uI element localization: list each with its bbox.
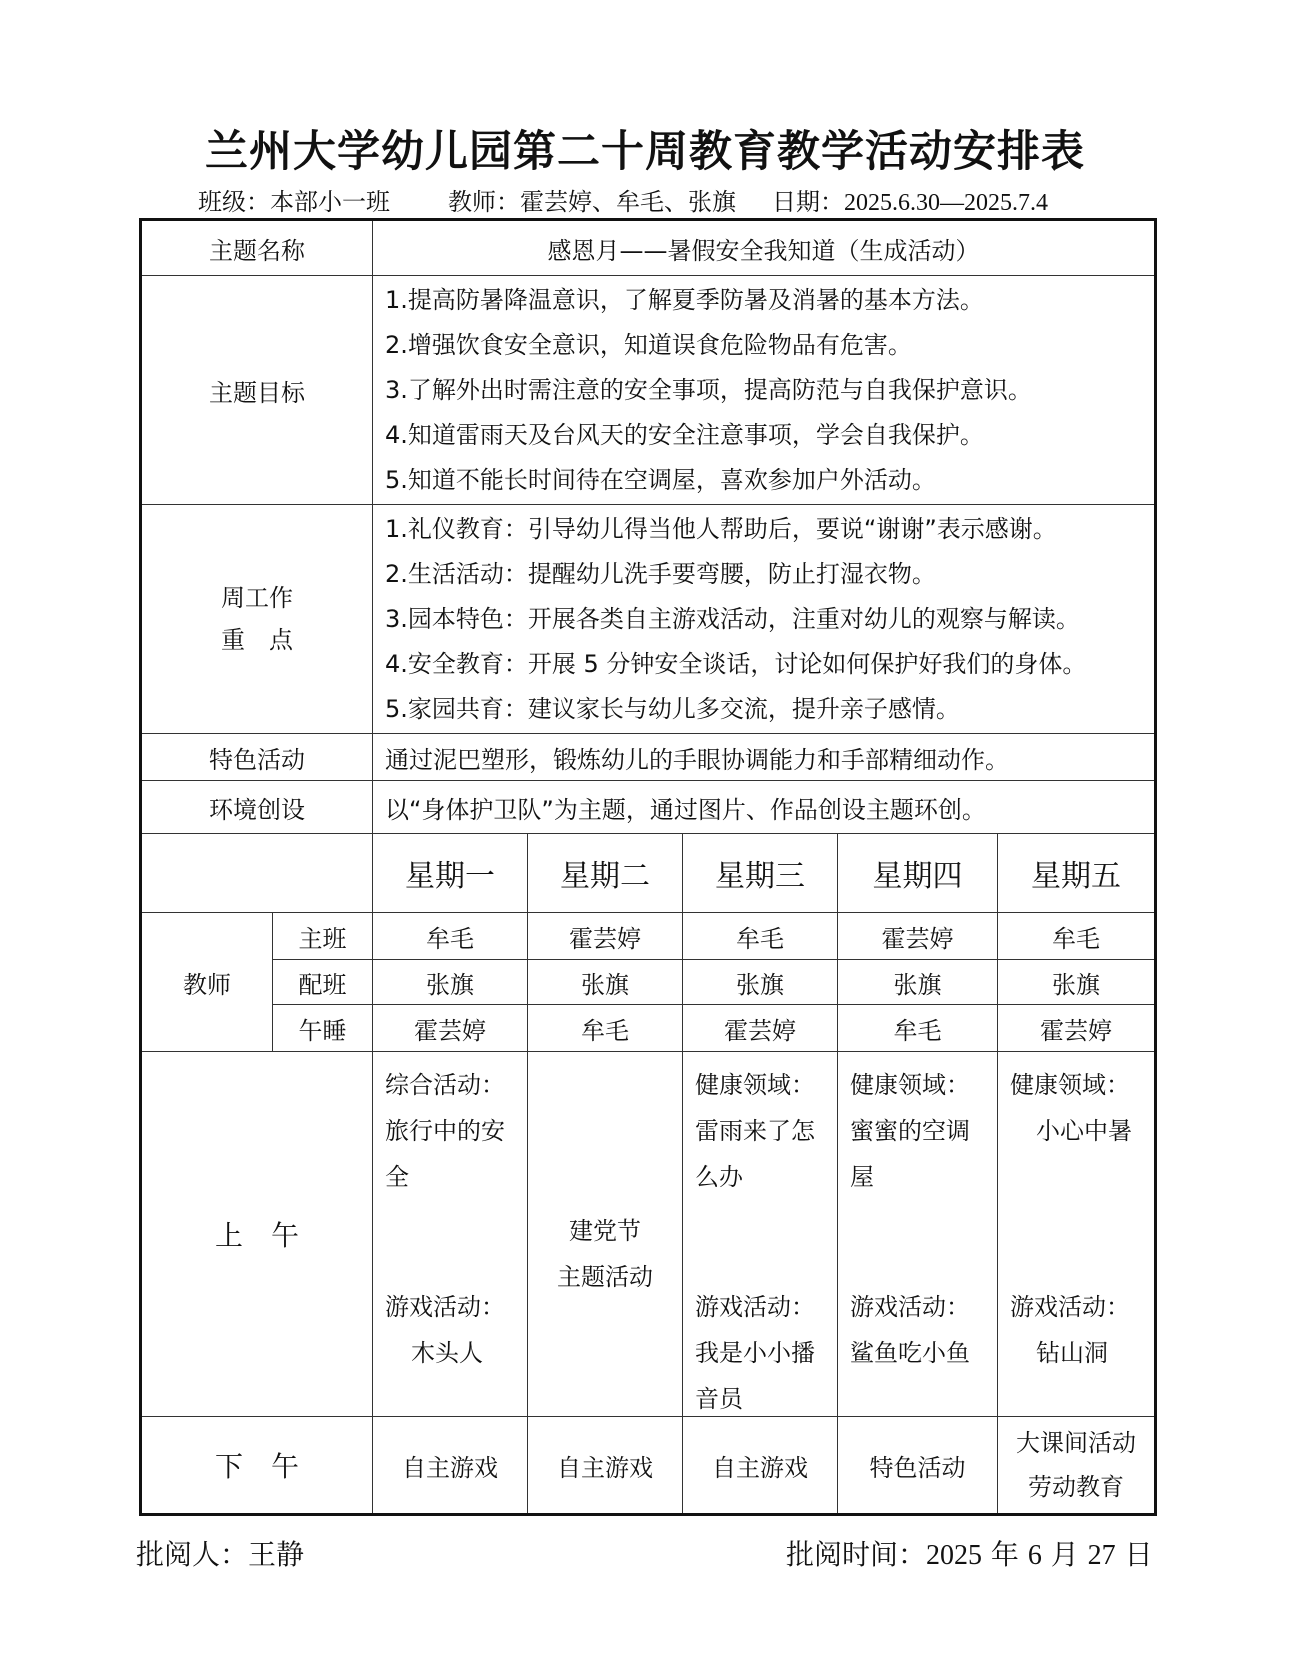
date-label: 日期： [772,188,844,216]
teacher-name: 牟毛 [373,913,528,960]
game-category: 游戏活动： [695,1293,815,1321]
activity-name: 主题活动 [557,1263,653,1291]
teacher-name: 霍芸婷 [683,1005,838,1052]
teacher-row [141,913,1156,960]
goal-item: 3.了解外出时需注意的安全事项，提高防范与自我保护意识。 [385,375,1032,404]
teacher-name: 霍芸婷 [528,913,683,960]
environment-label: 环境创设 [141,781,373,834]
game-name: 钻山洞 [1036,1339,1108,1367]
activity-name: 雷雨来了怎 [695,1117,815,1145]
teacher-role: 午睡 [273,1005,373,1052]
morning-thu [838,1052,998,1417]
date-value: 2025.6.30—2025.7.4 [844,190,1048,216]
theme-row [141,220,1156,276]
days-corner [141,834,373,913]
activity-name: 小心中暑 [1036,1117,1132,1145]
year-char: 年 [990,1538,1019,1571]
activity-name: 么办 [695,1163,743,1191]
day-header: 星期四 [838,834,998,913]
teacher-row [141,1005,1156,1052]
focus-item: 3.园本特色：开展各类自主游戏活动，注重对幼儿的观察与解读。 [385,604,1080,633]
afternoon-activity: 特色活动 [838,1417,998,1515]
teacher-role: 配班 [273,960,373,1005]
day-header: 星期三 [683,834,838,913]
focus-row [141,505,1156,734]
afternoon-activity-fri [998,1417,1156,1515]
review-time-label: 批阅时间： [786,1538,927,1571]
afternoon-activity: 自主游戏 [683,1417,838,1515]
teachers-label: 教师 [141,913,273,1052]
goal-item: 1.提高防暑降温意识，了解夏季防暑及消暑的基本方法。 [385,285,984,314]
day-header: 星期一 [373,834,528,913]
focus-item: 2.生活活动：提醒幼儿洗手要弯腰，防止打湿衣物。 [385,559,936,588]
activity-name: 旅行中的安 [385,1117,505,1145]
review-year: 2025 [926,1540,983,1571]
activity-category: 健康领域： [850,1071,970,1099]
feature-row [141,734,1156,781]
activity-name: 劳动教育 [1028,1473,1124,1501]
days-row [141,834,1156,913]
activity-category: 健康领域： [1010,1071,1130,1099]
focus-list [373,505,1156,734]
focus-label [141,505,373,734]
activity-name: 大课间活动 [1016,1429,1136,1457]
teacher-name: 牟毛 [998,913,1156,960]
theme-value: 感恩月——暑假安全我知道（生成活动） [373,220,1156,276]
morning-fri [998,1052,1156,1417]
teacher-name: 张旗 [683,960,838,1005]
teacher-name: 牟毛 [683,913,838,960]
activity-category: 综合活动： [385,1071,505,1099]
goal-item: 5.知道不能长时间待在空调屋，喜欢参加户外活动。 [385,465,936,494]
game-category: 游戏活动： [385,1293,505,1321]
focus-label-line2: 重 点 [221,626,293,654]
game-name: 我是小小播 [695,1339,815,1367]
morning-row [141,1052,1156,1417]
teacher-name: 霍芸婷 [373,1005,528,1052]
page-title: 兰州大学幼儿园第二十周教育教学活动安排表 [205,127,1085,177]
focus-item: 4.安全教育：开展 5 分钟安全谈话，讨论如何保护好我们的身体。 [385,649,1087,678]
afternoon-row [141,1417,1156,1515]
environment-row [141,781,1156,834]
afternoon-label: 下 午 [141,1417,373,1515]
feature-value: 通过泥巴塑形，锻炼幼儿的手眼协调能力和手部精细动作。 [373,734,1156,781]
reviewer: 批阅人：王静 [136,1538,305,1571]
focus-item: 5.家园共育：建议家长与幼儿多交流，提升亲子感情。 [385,694,960,723]
teachers-info: 教师：霍芸婷、牟毛、张旗 [448,188,736,216]
goals-label: 主题目标 [141,276,373,505]
game-category: 游戏活动： [1010,1293,1130,1321]
day-char: 日 [1124,1538,1153,1571]
teacher-name: 牟毛 [528,1005,683,1052]
review-day: 27 [1087,1540,1116,1571]
review-month: 6 [1027,1540,1042,1571]
morning-wed [683,1052,838,1417]
game-name: 鲨鱼吃小鱼 [850,1339,970,1367]
game-name: 木头人 [411,1339,483,1367]
environment-value: 以“身体护卫队”为主题，通过图片、作品创设主题环创。 [373,781,1156,834]
class-info: 班级：本部小一班 [198,188,390,216]
activity-name: 蜜蜜的空调 [850,1117,970,1145]
schedule-table [139,218,1157,1516]
teacher-name: 张旗 [528,960,683,1005]
focus-item: 1.礼仪教育：引导幼儿得当他人帮助后，要说“谢谢”表示感谢。 [385,514,1057,543]
focus-label-line1: 周工作 [221,584,293,612]
teacher-name: 霍芸婷 [998,1005,1156,1052]
teacher-name: 张旗 [838,960,998,1005]
teacher-name: 张旗 [998,960,1156,1005]
afternoon-activity: 自主游戏 [528,1417,683,1515]
activity-category: 健康领域： [695,1071,815,1099]
teacher-role: 主班 [273,913,373,960]
morning-label: 上 午 [141,1052,373,1417]
morning-mon [373,1052,528,1417]
teacher-name: 张旗 [373,960,528,1005]
goals-list [373,276,1156,505]
teacher-name: 霍芸婷 [838,913,998,960]
activity-name: 全 [385,1163,409,1191]
goal-item: 4.知道雷雨天及台风天的安全注意事项，学会自我保护。 [385,420,984,449]
activity-name: 屋 [850,1163,874,1191]
game-category: 游戏活动： [850,1293,970,1321]
day-header: 星期五 [998,834,1156,913]
teacher-row [141,960,1156,1005]
feature-label: 特色活动 [141,734,373,781]
goal-item: 2.增强饮食安全意识，知道误食危险物品有危害。 [385,330,912,359]
theme-label: 主题名称 [141,220,373,276]
day-header: 星期二 [528,834,683,913]
activity-name: 建党节 [569,1217,641,1245]
goals-row [141,276,1156,505]
review-time [786,1533,1153,1573]
morning-tue [528,1052,683,1417]
teacher-name: 牟毛 [838,1005,998,1052]
month-char: 月 [1050,1538,1079,1571]
game-name: 音员 [695,1385,743,1413]
afternoon-activity: 自主游戏 [373,1417,528,1515]
info-line [198,182,1048,217]
